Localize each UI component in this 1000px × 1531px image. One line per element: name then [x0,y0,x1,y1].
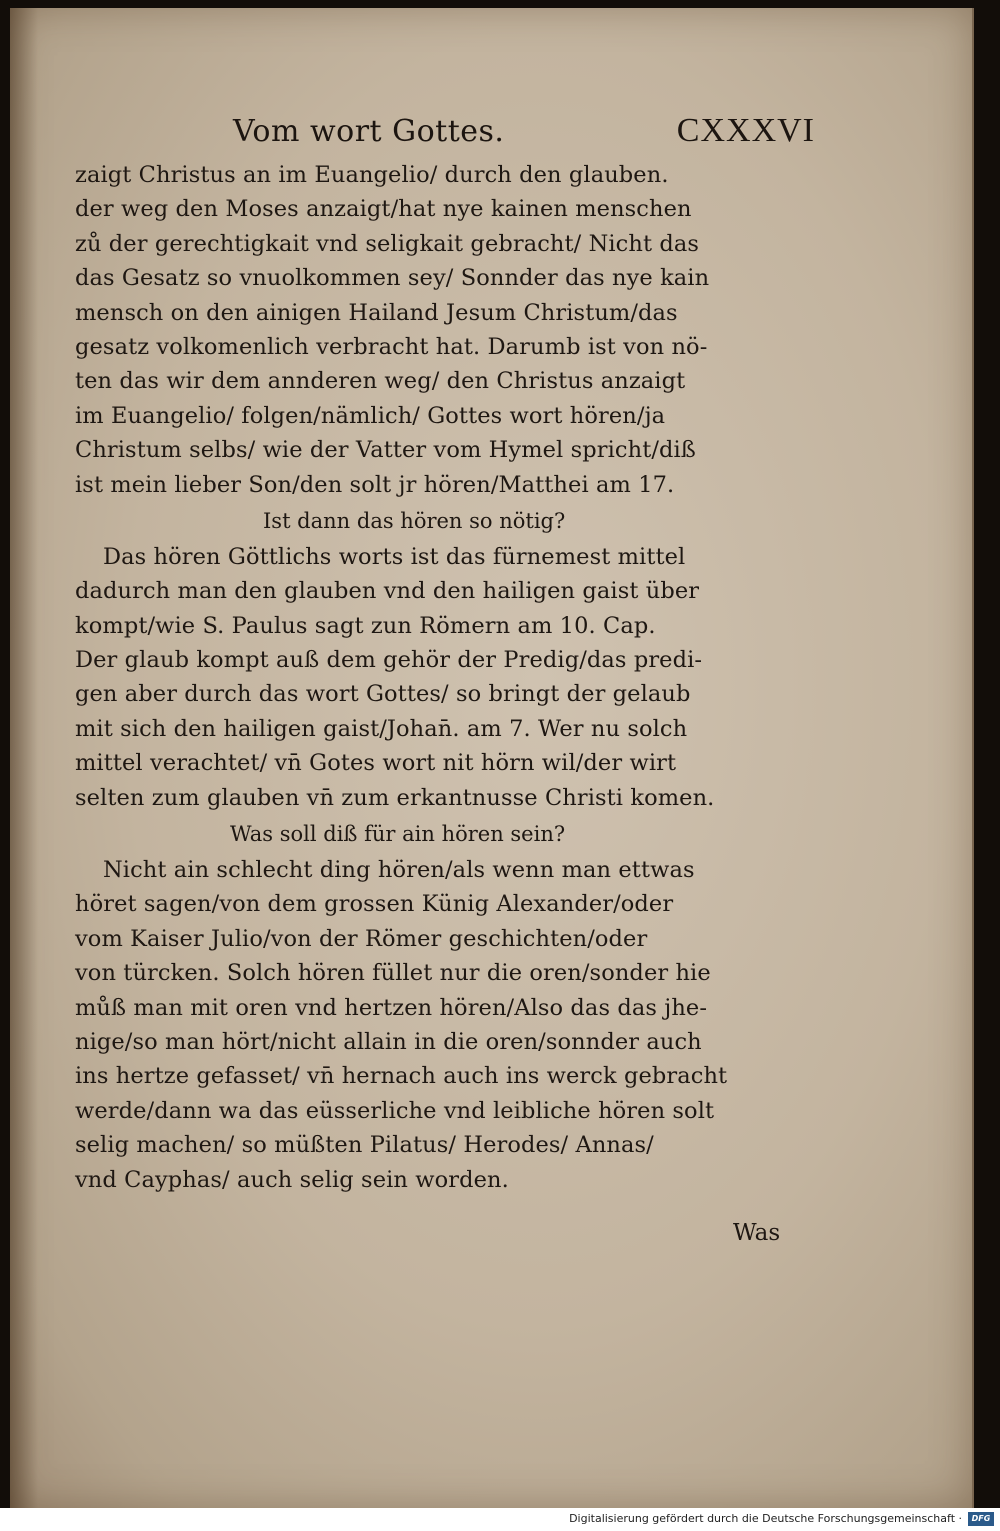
text-line: gesatz volkomenlich verbracht hat. Darumb ist von nö- [75,333,708,360]
text-line: ins hertze gefasset/ vn̄ hernach auch ins werck gebracht [75,1063,728,1090]
folio-number: CXXXVI [676,112,815,149]
text-block [75,158,820,1197]
text-line: dadurch man den glauben vnd den hailigen gaist über [75,578,700,605]
catchword: Was [733,1220,781,1246]
text-line: selig machen/ so müßten Pilatus/ Herodes/ Annas/ [75,1132,654,1159]
text-line: selten zum glauben vn̄ zum erkantnusse Christi komen. [75,784,715,811]
footer-bar [0,1508,1000,1531]
text-line: der weg den Moses anzaigt/hat nye kainen menschen [75,196,692,223]
text-line: vnd Cayphas/ auch selig sein worden. [75,1166,509,1193]
running-title: Vom wort Gottes. [233,114,505,149]
text-line: mensch on den ainigen Hailand Jesum Christum/das [75,299,678,326]
text-line: zaigt Christus an im Euangelio/ durch den glauben. [75,162,669,188]
text-line: von türcken. Solch hören füllet nur die oren/sonder hie [75,960,711,987]
text-line: im Euangelio/ folgen/nämlich/ Gottes wort hören/ja [75,402,666,429]
page-gutter-shadow [10,8,38,1508]
text-line: můß man mit oren vnd hertzen hören/Also das das jhe- [75,994,708,1021]
text-line: kompt/wie S. Paulus sagt zun Römern am 10. Cap. [75,612,656,639]
text-line: höret sagen/von dem grossen Künig Alexander/oder [75,891,674,918]
page-header [75,108,815,156]
dfg-logo: DFG [968,1512,994,1526]
section-heading: Ist dann das hören so nötig? [263,508,566,533]
text-line: das Gesatz so vnuolkommen sey/ Sonnder das nye kain [75,265,710,292]
text-line: mittel verachtet/ vn̄ Gotes wort nit hörn wil/der wirt [75,750,677,777]
text-line: zů der gerechtigkait vnd seligkait gebracht/ Nicht das [75,230,700,257]
text-line: werde/dann wa das eüsserliche vnd leibliche hören solt [75,1097,715,1124]
text-line: ist mein lieber Son/den solt jr hören/Matthei am 17. [75,471,675,498]
text-line: gen aber durch das wort Gottes/ so bringt der gelaub [75,681,691,708]
funding-credit: Digitalisierung gefördert durch die Deutsche Forschungsgemeinschaft · [569,1512,962,1525]
text-line: ten das wir dem annderen weg/ den Christus anzaigt [75,368,686,395]
text-line: vom Kaiser Julio/von der Römer geschichten/oder [75,925,648,952]
text-line: nige/so man hört/nicht allain in die oren/sonnder auch [75,1028,702,1055]
section-heading: Was soll diß für ain hören sein? [230,822,566,847]
text-line: Das hören Göttlichs worts ist das fürnemest mittel [103,543,686,570]
text-line: Nicht ain schlecht ding hören/als wenn man ettwas [103,857,695,884]
text-line: Christum selbs/ wie der Vatter vom Hymel spricht/diß [75,437,696,464]
text-line: Der glaub kompt auß dem gehör der Predig/das predi- [75,647,703,674]
text-line: mit sich den hailigen gaist/Johan̄. am 7. Wer nu solch [75,715,688,742]
